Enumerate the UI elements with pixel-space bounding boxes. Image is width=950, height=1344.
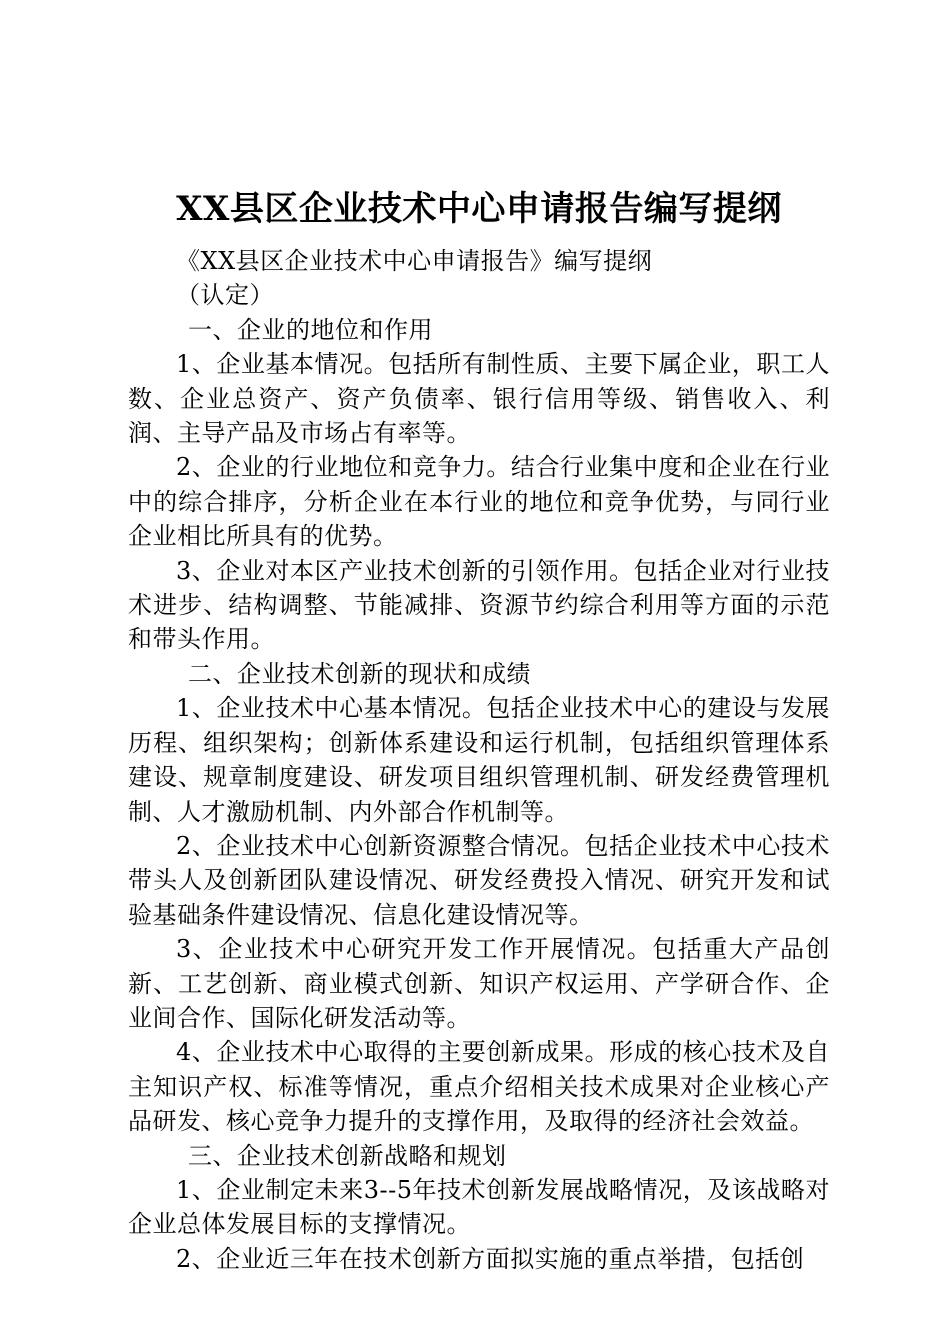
paragraph-1-3: 3、企业对本区产业技术创新的引领作用。包括企业对行业技术进步、结构调整、节能减排、资源节约综合利用等方面的示范和带头作用。	[128, 556, 830, 654]
subtitle-line: 《XX县区企业技术中心申请报告》编写提纲	[176, 247, 653, 275]
paragraph-2-3: 3、企业技术中心研究开发工作开展情况。包括重大产品创新、工艺创新、商业模式创新、知识产权运用、产学研合作、企业间合作、国际化研发活动等。	[128, 935, 830, 1032]
paragraph-3-2: 2、企业近三年在技术创新方面拟实施的重点举措，包括创	[176, 1244, 805, 1273]
document-page	[128, 180, 830, 1276]
paragraph-3-1: 1、企业制定未来3--5年技术创新发展战略情况，及该战略对企业总体发展目标的支撑情况。	[128, 1175, 830, 1239]
paragraph-2-4: 4、企业技术中心取得的主要创新成果。形成的核心技术及自主知识产权、标准等情况，重点介绍相关技术成果对企业核心产品研发、核心竞争力提升的支撑作用，及取得的经济社会效益。	[128, 1038, 830, 1136]
document-title: XX县区企业技术中心申请报告编写提纲	[176, 189, 782, 229]
paragraph-2-1: 1、企业技术中心基本情况。包括企业技术中心的建设与发展历程、组织架构；创新体系建设和运行机制，包括组织管理体系建设、规章制度建设、研发项目组织管理机制、研发经费管理机制、人才激励机制、内外部合作机制等。	[128, 694, 830, 826]
section-heading-2: 二、企业技术创新的现状和成绩	[188, 659, 531, 688]
paragraph-1-2: 2、企业的行业地位和竞争力。结合行业集中度和企业在行业中的综合排序，分析企业在本行业的地位和竞争优势，与同行业企业相比所具有的优势。	[128, 453, 830, 551]
paragraph-1-1: 1、企业基本情况。包括所有制性质、主要下属企业，职工人数、企业总资产、资产负债率、银行信用等级、销售收入、利润、主导产品及市场占有率等。	[128, 350, 830, 448]
section-heading-1: 一、企业的地位和作用	[188, 315, 433, 344]
paragraph-2-2: 2、企业技术中心创新资源整合情况。包括企业技术中心技术带头人及创新团队建设情况、研发经费投入情况、研究开发和试验基础条件建设情况、信息化建设情况等。	[128, 831, 830, 929]
subtitle-note: （认定）	[176, 281, 274, 310]
section-heading-3: 三、企业技术创新战略和规划	[188, 1141, 507, 1170]
